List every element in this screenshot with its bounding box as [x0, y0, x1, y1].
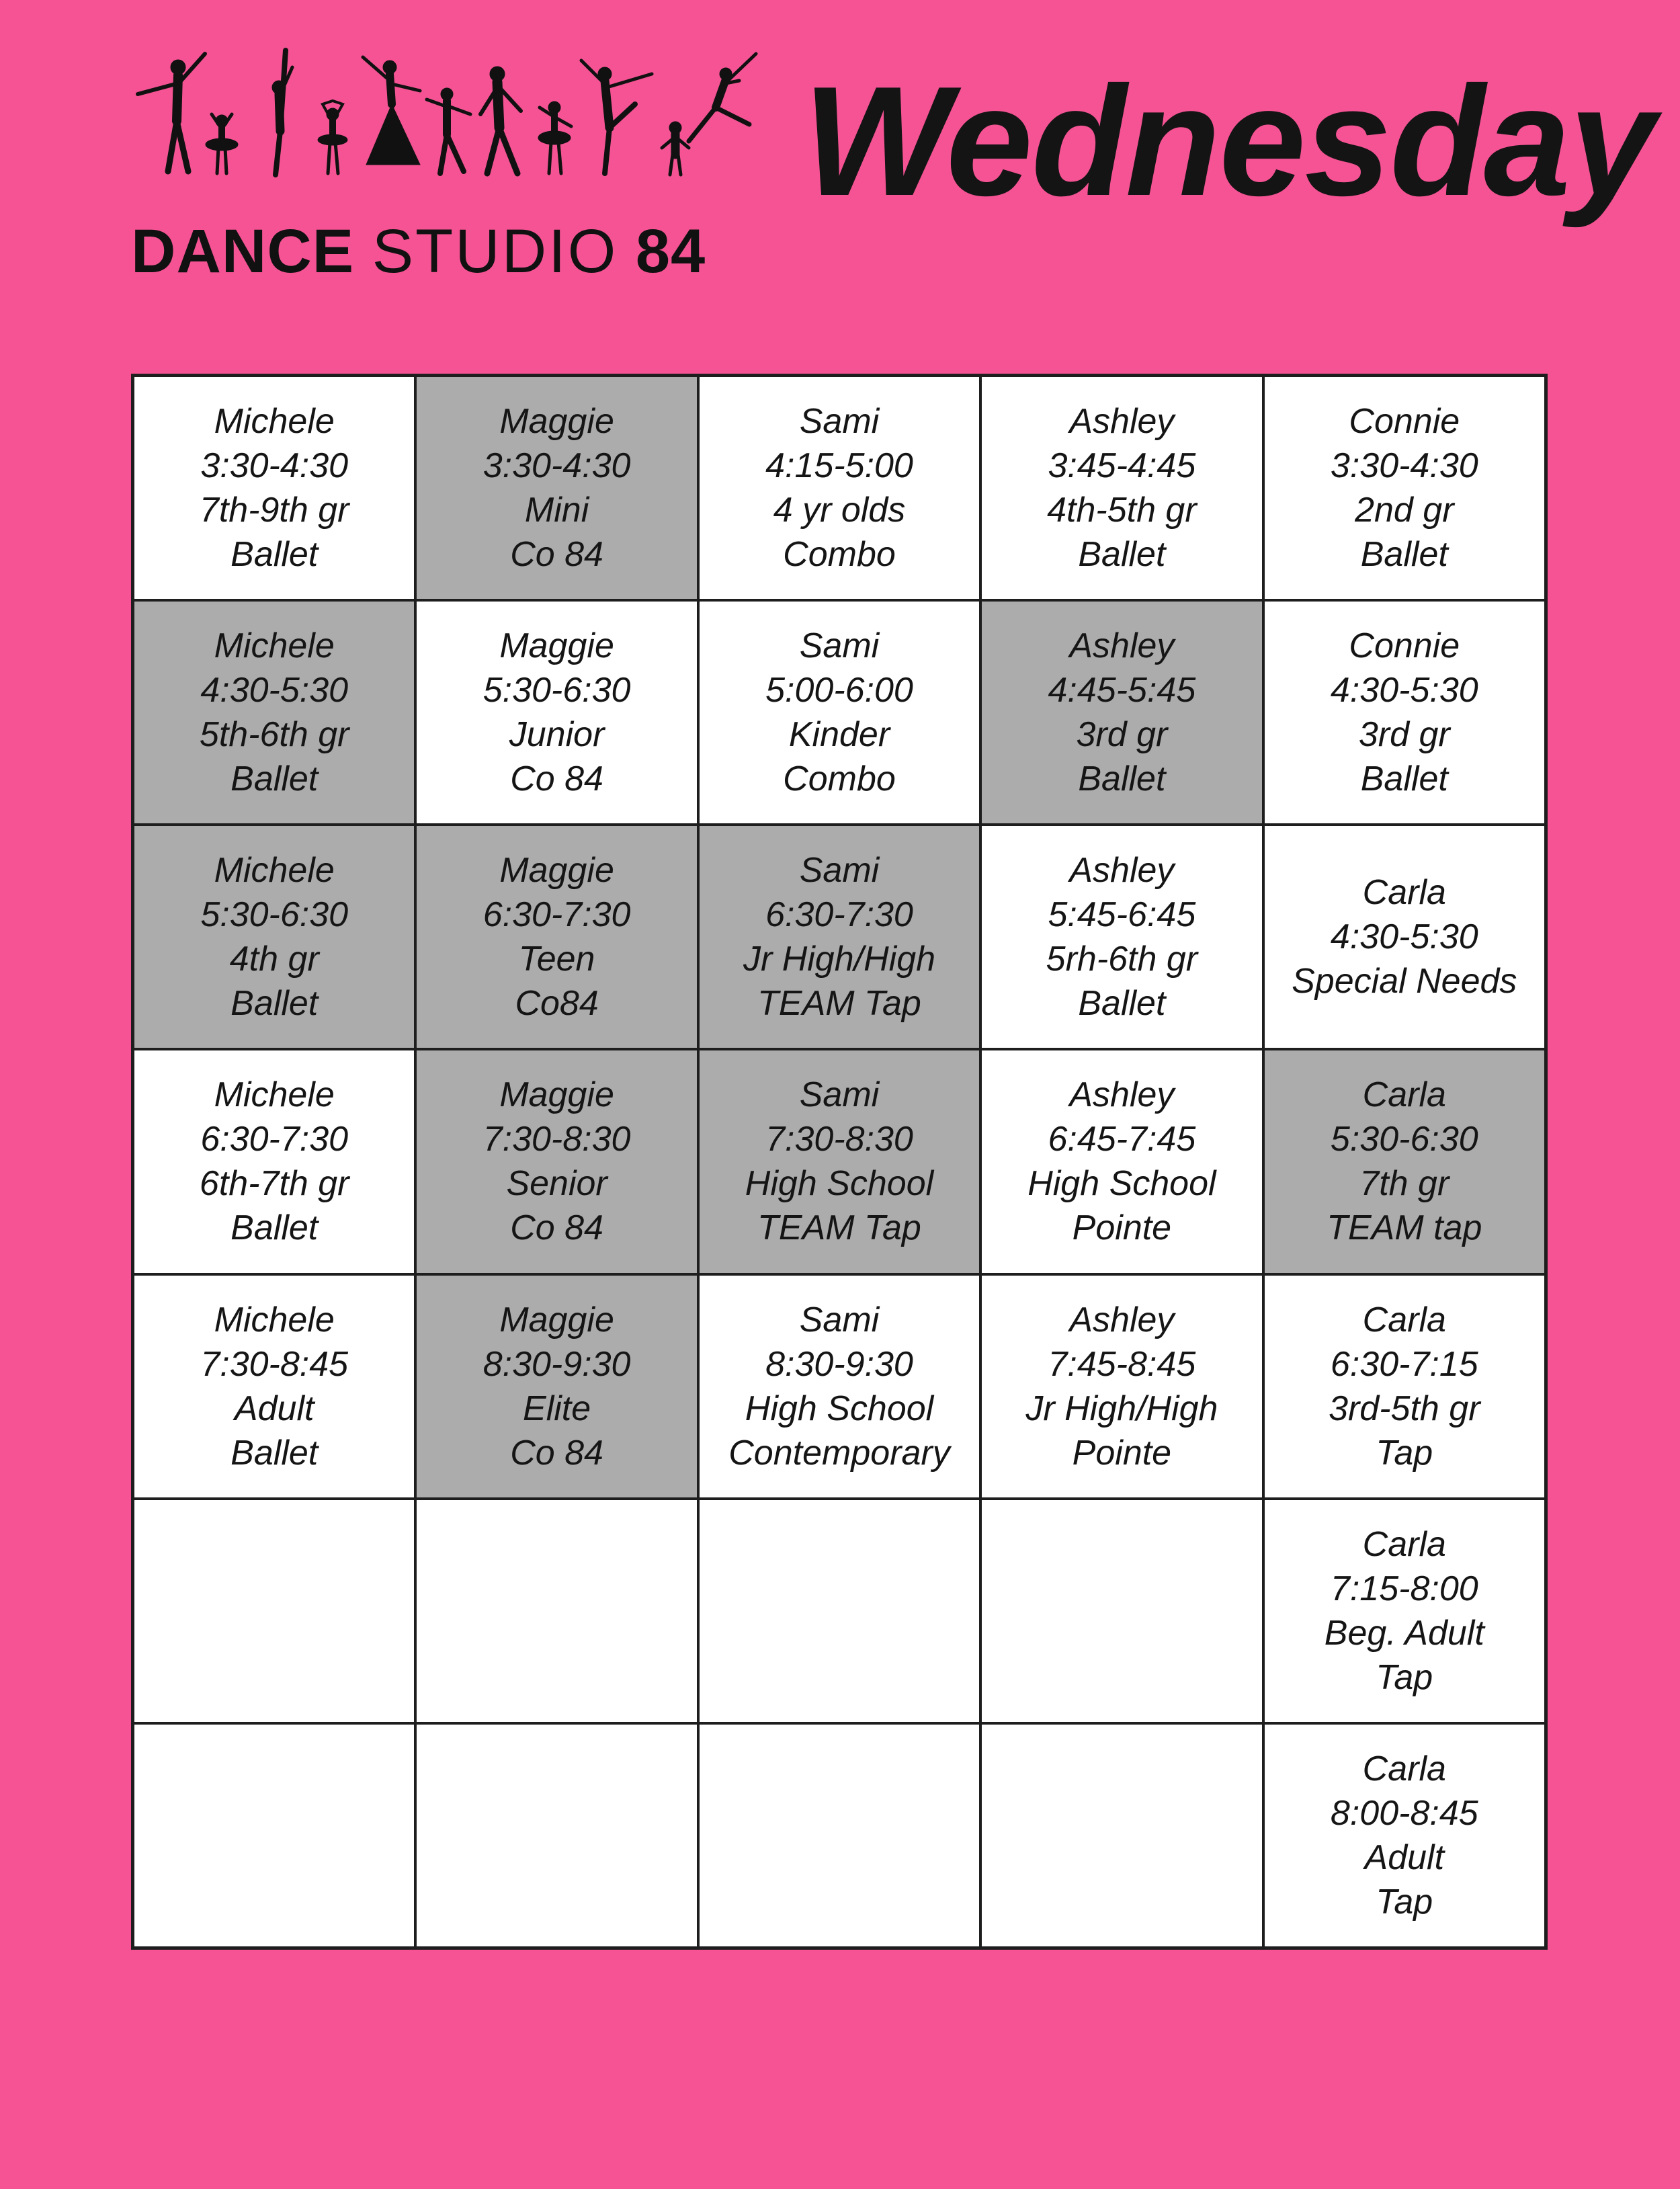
instructor-name: Connie	[1349, 402, 1460, 442]
class-style: Pointe	[1072, 1433, 1172, 1473]
class-cell	[1263, 1499, 1546, 1723]
class-cell	[1263, 825, 1546, 1049]
class-cell	[1263, 1049, 1546, 1274]
empty-cell	[133, 1723, 415, 1948]
empty-cell	[698, 1723, 980, 1948]
class-style: Combo	[783, 535, 896, 575]
class-cell	[415, 1049, 698, 1274]
class-level: 6th-7th gr	[199, 1164, 349, 1204]
class-style: Tap	[1376, 1433, 1433, 1473]
studio-name-studio: STUDIO	[372, 217, 618, 286]
class-time: 4:30-5:30	[1330, 671, 1478, 710]
instructor-name: Sami	[799, 626, 880, 666]
class-cell	[133, 1049, 415, 1274]
class-level: High School	[745, 1389, 934, 1428]
class-level: Mini	[524, 491, 589, 530]
class-time: 5:45-6:45	[1048, 895, 1196, 935]
class-time: 4:30-5:30	[200, 671, 349, 710]
class-time: 4:15-5:00	[765, 446, 913, 486]
class-style: Tap	[1376, 1882, 1433, 1922]
class-time: 6:30-7:30	[482, 895, 631, 935]
empty-cell	[415, 1499, 698, 1723]
instructor-name: Carla	[1362, 873, 1446, 913]
class-time: 3:30-4:30	[482, 446, 631, 486]
class-level: Adult	[1364, 1837, 1445, 1877]
class-time: 7:30-8:30	[765, 1120, 913, 1159]
class-cell	[698, 1274, 980, 1499]
instructor-name: Ashley	[1069, 626, 1175, 666]
class-cell	[1263, 1723, 1546, 1948]
class-cell	[980, 600, 1263, 825]
class-style: TEAM tap	[1327, 1208, 1482, 1248]
instructor-name: Michele	[214, 402, 335, 442]
class-level: Junior	[509, 715, 605, 755]
class-style: Ballet	[230, 535, 319, 575]
class-time: 3:45-4:45	[1048, 446, 1196, 486]
class-time: 5:30-6:30	[1330, 1120, 1478, 1159]
class-style: Ballet	[1078, 984, 1166, 1024]
class-style: Co 84	[510, 1208, 603, 1248]
class-style: Combo	[783, 759, 896, 799]
empty-cell	[698, 1499, 980, 1723]
class-cell	[415, 825, 698, 1049]
class-cell	[980, 1049, 1263, 1274]
instructor-name: Carla	[1362, 1524, 1446, 1564]
class-time: 7:30-8:30	[482, 1120, 631, 1159]
class-time: 8:30-9:30	[765, 1344, 913, 1384]
class-cell	[415, 1274, 698, 1499]
class-cell	[1263, 1274, 1546, 1499]
class-level: Special Needs	[1292, 962, 1517, 1001]
class-style: TEAM Tap	[757, 984, 921, 1024]
class-style: Ballet	[1078, 535, 1166, 575]
class-cell	[415, 600, 698, 825]
class-time: 3:30-4:30	[200, 446, 349, 486]
class-time: 7:30-8:45	[200, 1344, 349, 1384]
class-time: 6:30-7:30	[765, 895, 913, 935]
instructor-name: Maggie	[499, 626, 614, 666]
class-style: Ballet	[230, 759, 319, 799]
class-time: 7:15-8:00	[1330, 1569, 1478, 1608]
class-level: 4 yr olds	[773, 491, 906, 530]
class-style: Contemporary	[728, 1433, 950, 1473]
class-level: 2nd gr	[1355, 491, 1454, 530]
class-level: Kinder	[788, 715, 890, 755]
instructor-name: Michele	[214, 626, 335, 666]
class-level: 7th gr	[1359, 1164, 1450, 1204]
class-style: Ballet	[1360, 759, 1448, 799]
class-style: Co 84	[510, 759, 603, 799]
class-style: Ballet	[230, 1208, 319, 1248]
class-style: Ballet	[230, 1433, 319, 1473]
class-time: 5:00-6:00	[765, 671, 913, 710]
instructor-name: Ashley	[1069, 1300, 1175, 1339]
class-level: Jr High/High	[743, 940, 936, 979]
class-cell	[698, 600, 980, 825]
class-level: Elite	[523, 1389, 591, 1428]
class-time: 8:00-8:45	[1330, 1793, 1478, 1833]
empty-cell	[980, 1723, 1263, 1948]
class-style: Co84	[515, 984, 599, 1024]
class-style: Ballet	[1360, 535, 1448, 575]
class-cell	[133, 600, 415, 825]
class-cell	[698, 825, 980, 1049]
instructor-name: Sami	[799, 1075, 880, 1115]
class-time: 6:30-7:15	[1330, 1344, 1478, 1384]
instructor-name: Maggie	[499, 1300, 614, 1339]
class-level: 5rh-6th gr	[1046, 940, 1198, 979]
class-cell	[133, 1274, 415, 1499]
class-time: 6:30-7:30	[200, 1120, 349, 1159]
empty-cell	[980, 1499, 1263, 1723]
class-cell	[698, 1049, 980, 1274]
class-level: 5th-6th gr	[199, 715, 349, 755]
class-time: 3:30-4:30	[1330, 446, 1478, 486]
instructor-name: Maggie	[499, 1075, 614, 1115]
instructor-name: Ashley	[1069, 402, 1175, 442]
empty-cell	[415, 1723, 698, 1948]
class-style: Co 84	[510, 1433, 603, 1473]
class-cell	[980, 1274, 1263, 1499]
class-level: 3rd gr	[1358, 715, 1450, 755]
class-level: 3rd-5th gr	[1329, 1389, 1480, 1428]
class-level: High School	[745, 1164, 934, 1204]
class-cell	[1263, 376, 1546, 600]
instructor-name: Michele	[214, 851, 335, 891]
dancers-silhouette-icon	[131, 47, 763, 178]
instructor-name: Connie	[1349, 626, 1460, 666]
class-style: Co 84	[510, 535, 603, 575]
instructor-name: Maggie	[499, 402, 614, 442]
class-level: Senior	[506, 1164, 607, 1204]
class-cell	[698, 376, 980, 600]
class-level: High School	[1027, 1164, 1216, 1204]
instructor-name: Carla	[1362, 1300, 1446, 1339]
class-style: Ballet	[1078, 759, 1166, 799]
class-level: 4th gr	[229, 940, 319, 979]
instructor-name: Carla	[1362, 1075, 1446, 1115]
studio-logo	[131, 47, 763, 286]
class-time: 4:45-5:45	[1048, 671, 1196, 710]
instructor-name: Ashley	[1069, 1075, 1175, 1115]
class-level: Teen	[518, 940, 595, 979]
class-level: 7th-9th gr	[199, 491, 349, 530]
studio-name-number: 84	[635, 217, 706, 286]
class-cell	[980, 376, 1263, 600]
instructor-name: Michele	[214, 1075, 335, 1115]
empty-cell	[133, 1499, 415, 1723]
class-time: 5:30-6:30	[482, 671, 631, 710]
instructor-name: Ashley	[1069, 851, 1175, 891]
class-level: Beg. Adult	[1324, 1613, 1484, 1653]
class-level: Adult	[234, 1389, 314, 1428]
class-time: 7:45-8:45	[1048, 1344, 1196, 1384]
schedule-grid	[131, 374, 1548, 1950]
class-time: 8:30-9:30	[482, 1344, 631, 1384]
page-title: Wednesday	[803, 54, 1655, 229]
class-cell	[980, 825, 1263, 1049]
instructor-name: Carla	[1362, 1749, 1446, 1788]
instructor-name: Sami	[799, 402, 880, 442]
class-level: 4th-5th gr	[1047, 491, 1197, 530]
class-time: 4:30-5:30	[1330, 917, 1478, 957]
instructor-name: Maggie	[499, 851, 614, 891]
class-level: 3rd gr	[1076, 715, 1168, 755]
class-style: Tap	[1376, 1657, 1433, 1697]
class-style: Ballet	[230, 984, 319, 1024]
class-time: 5:30-6:30	[200, 895, 349, 935]
class-cell	[133, 825, 415, 1049]
class-time: 6:45-7:45	[1048, 1120, 1196, 1159]
studio-name-dance: DANCE	[131, 217, 355, 286]
class-cell	[415, 376, 698, 600]
class-level: Jr High/High	[1025, 1389, 1218, 1428]
class-cell	[133, 376, 415, 600]
class-style: TEAM Tap	[757, 1208, 921, 1248]
instructor-name: Sami	[799, 851, 880, 891]
instructor-name: Michele	[214, 1300, 335, 1339]
class-cell	[1263, 600, 1546, 825]
instructor-name: Sami	[799, 1300, 880, 1339]
class-style: Pointe	[1072, 1208, 1172, 1248]
studio-name	[131, 217, 763, 286]
